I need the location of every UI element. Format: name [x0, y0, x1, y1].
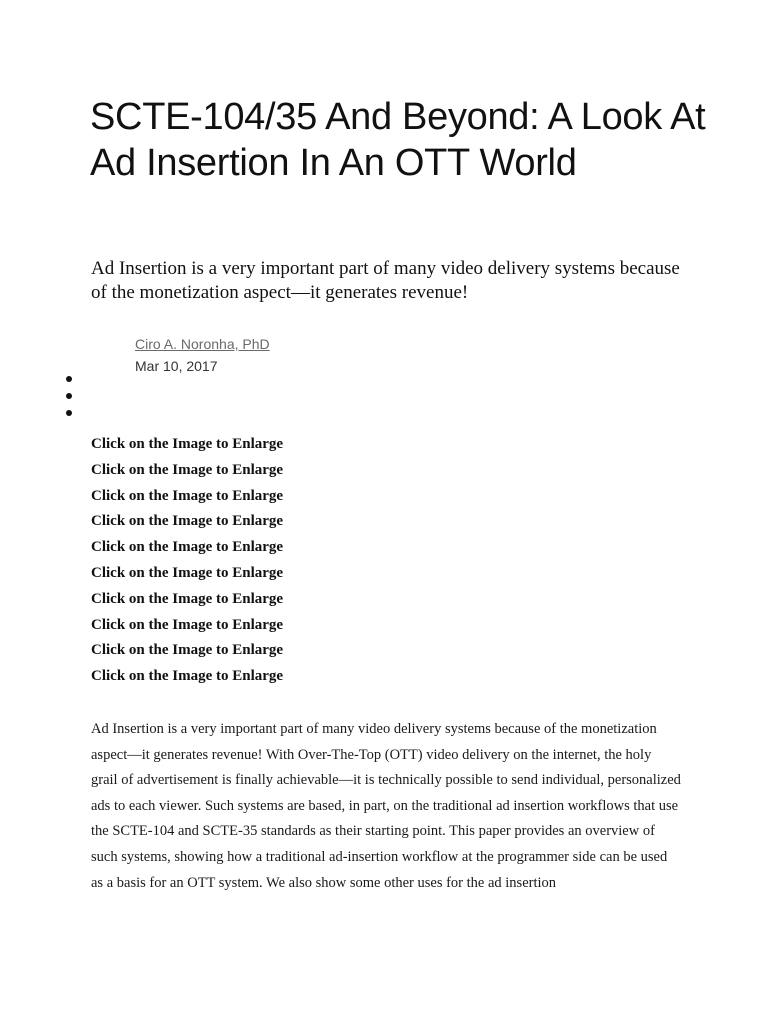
share-1-icon[interactable] [66, 376, 72, 382]
enlarge-caption[interactable]: Click on the Image to Enlarge [91, 564, 284, 581]
author-link[interactable]: Ciro A. Noronha, PhD [135, 336, 270, 352]
enlarge-caption[interactable]: Click on the Image to Enlarge [91, 513, 284, 530]
enlarge-caption[interactable]: Click on the Image to Enlarge [91, 590, 284, 607]
byline [135, 334, 270, 376]
publish-date: Mar 10, 2017 [135, 358, 218, 374]
article-subtitle: Ad Insertion is a very important part of many video delivery systems because of the monetization aspect—it generates revenue! [91, 258, 680, 303]
article-title: SCTE-104/35 And Beyond: A Look At Ad Insertion In An OTT World [90, 96, 706, 184]
enlarge-caption[interactable]: Click on the Image to Enlarge [91, 668, 284, 685]
enlarge-caption[interactable]: Click on the Image to Enlarge [91, 487, 284, 504]
share-2-icon[interactable] [66, 393, 72, 399]
share-list [66, 376, 72, 427]
enlarge-caption[interactable]: Click on the Image to Enlarge [91, 539, 284, 556]
enlarge-caption[interactable]: Click on the Image to Enlarge [91, 436, 284, 452]
enlarge-caption[interactable]: Click on the Image to Enlarge [91, 642, 284, 659]
enlarge-caption[interactable]: Click on the Image to Enlarge [91, 616, 284, 633]
share-3-icon[interactable] [66, 410, 72, 416]
enlarge-caption[interactable]: Click on the Image to Enlarge [91, 461, 284, 478]
image-caption-list [91, 432, 283, 690]
article-body: Ad Insertion is a very important part of many video delivery systems because of the monetization aspect—it generates revenue! With Over-The-Top (OTT) video delivery on the internet, the holy grail of advertisement is finally achievable—it is technically possible to send individual, personalized ads to each viewer. Such systems are based, in part, on the traditional ad insertion workflows that use the SCTE-104 and SCTE-35 standards as their starting point. This paper provides an overview of such systems, showing how a traditional ad-insertion workflow at the programmer side can be used as a basis for an OTT system. We also show some other uses for the ad insertion [91, 721, 681, 891]
